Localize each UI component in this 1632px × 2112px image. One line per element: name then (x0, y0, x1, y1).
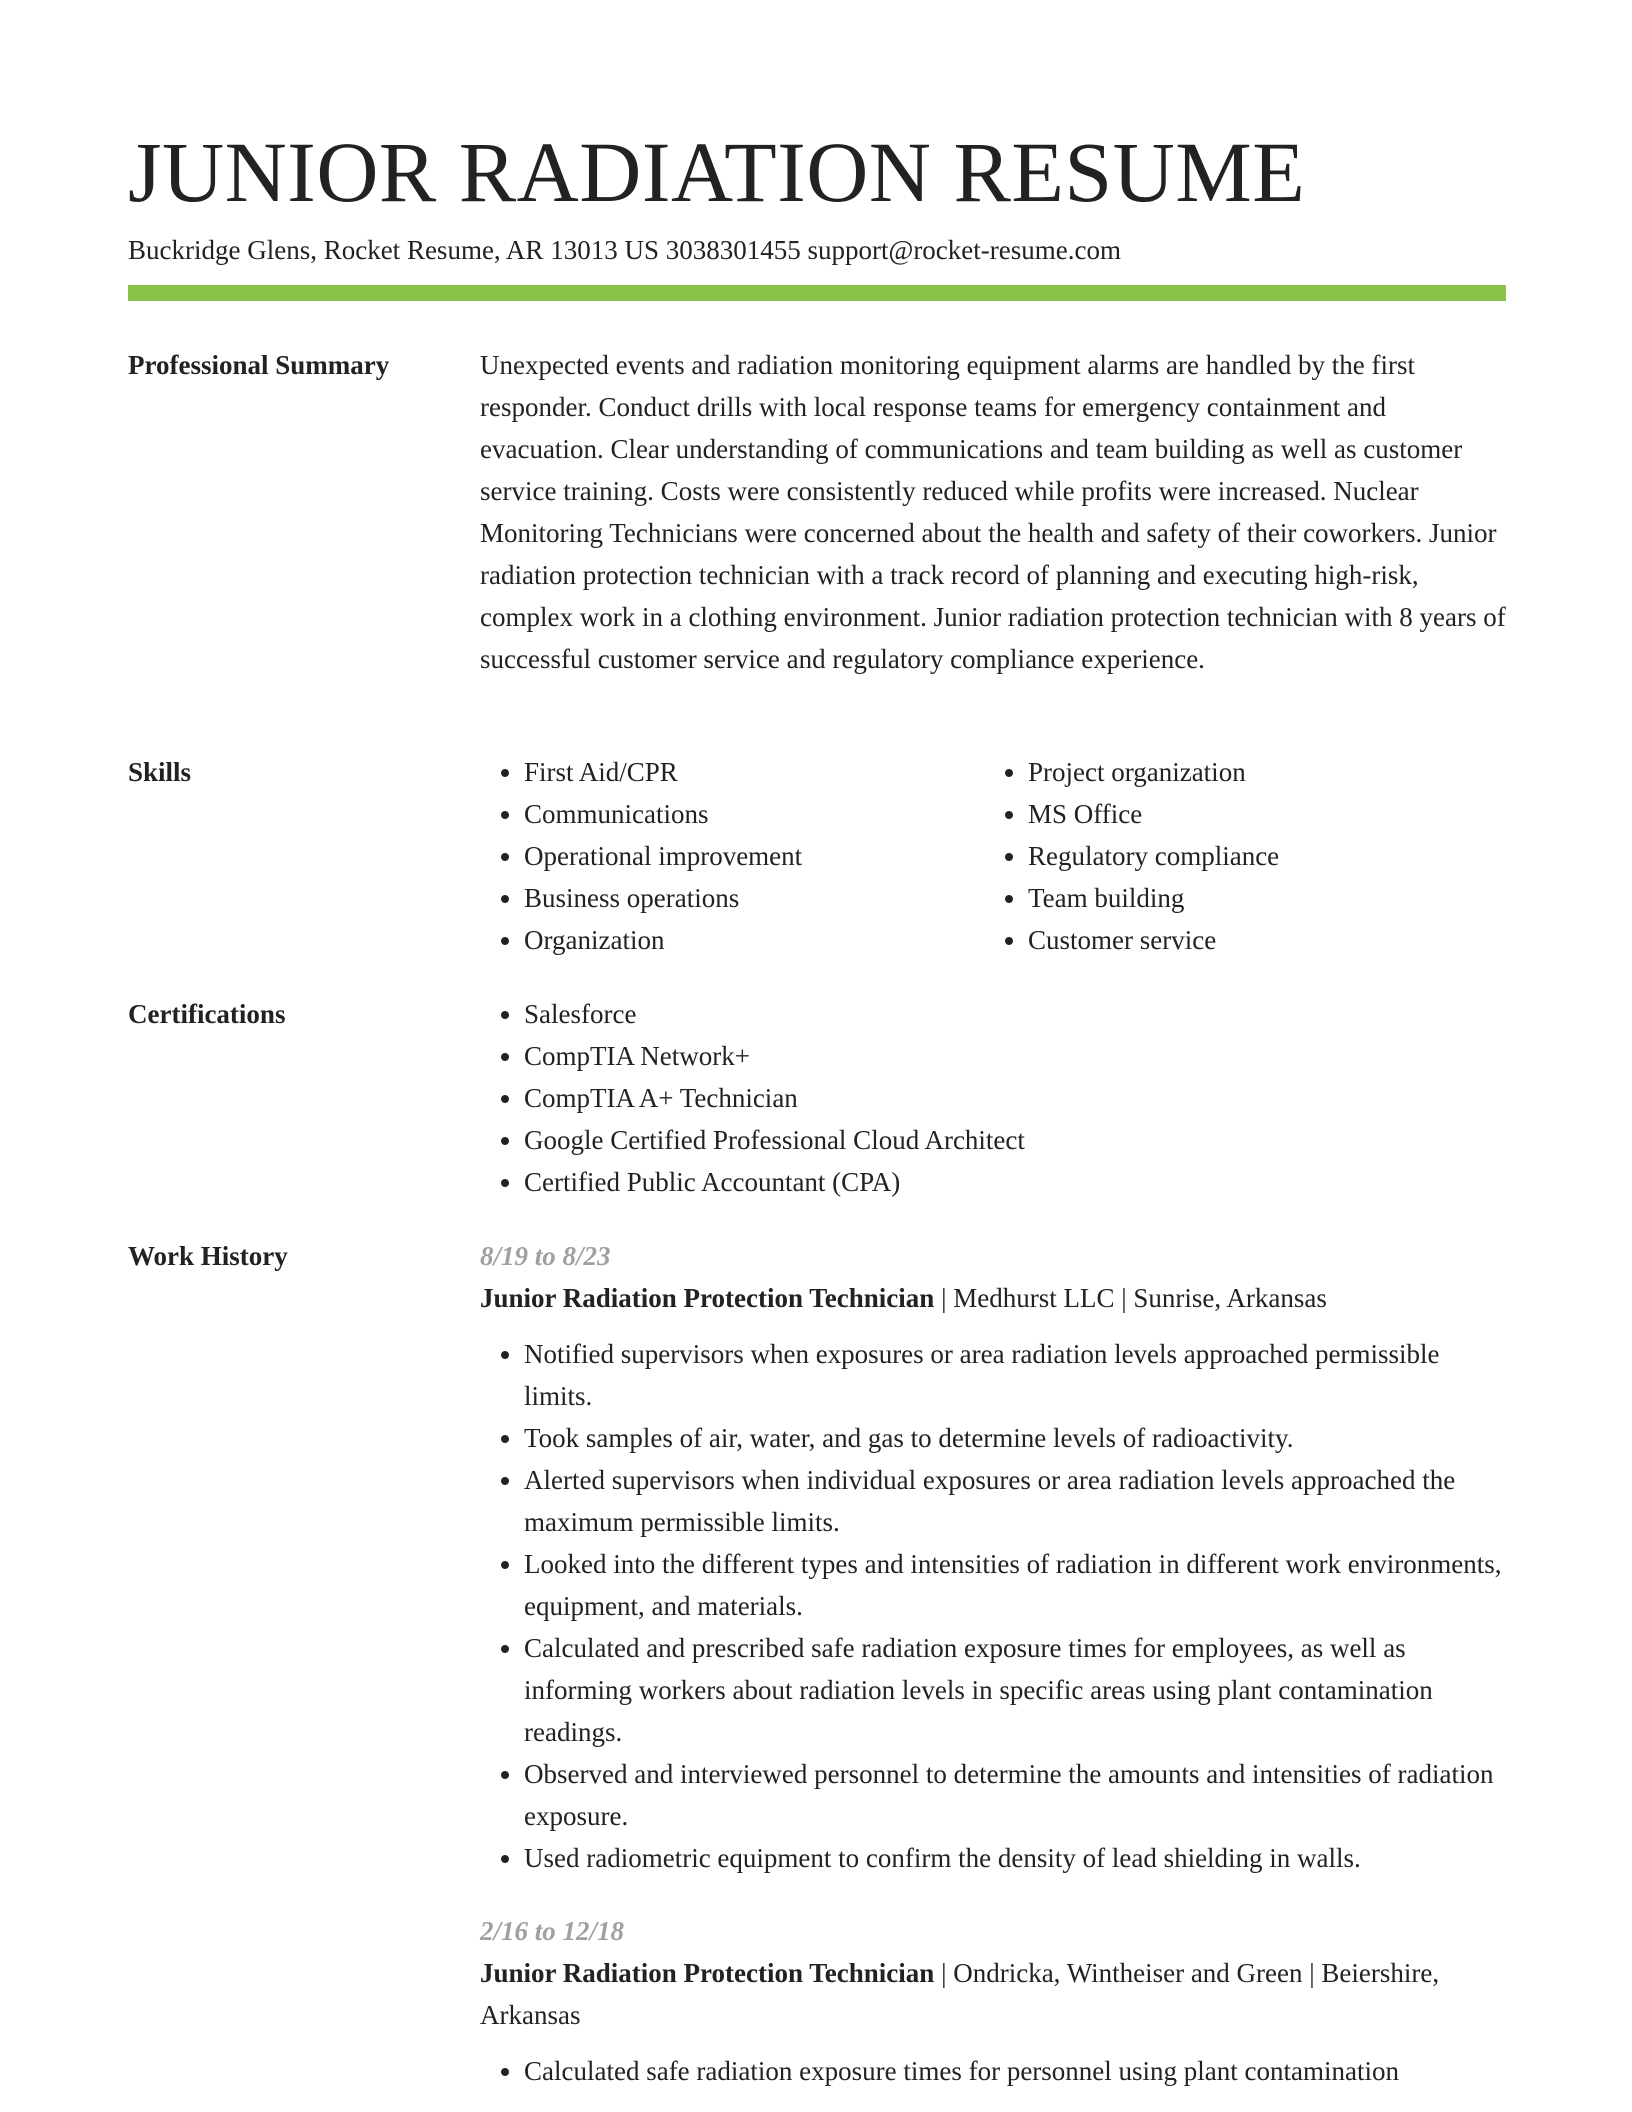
skills-column-left (480, 751, 984, 961)
certification-item: • CompTIA Network+ (524, 1035, 1506, 1077)
skill-item: • MS Office (1028, 793, 1488, 835)
header-divider (128, 285, 1506, 301)
resume-title: JUNIOR RADIATION RESUME (128, 124, 1306, 220)
skill-item: • Customer service (1028, 919, 1488, 961)
job-entry (480, 1235, 1506, 1879)
duty-item: • Took samples of air, water, and gas to determine levels of radioactivity. (524, 1417, 1506, 1459)
summary-body (480, 344, 1506, 680)
duty-item: • Looked into the different types and intensities of radiation in different work environments, equipment, and materials. (524, 1543, 1506, 1627)
job-dates: 8/19 to 8/23 (480, 1241, 611, 1271)
skill-item: • First Aid/CPR (524, 751, 984, 793)
job-title: Junior Radiation Protection Technician (480, 1283, 935, 1313)
skill-item: • Project organization (1028, 751, 1488, 793)
summary-text: Unexpected events and radiation monitoring equipment alarms are handled by the first responder. Conduct drills with local response teams for emergency containment and evacuation. Clear understanding of communications and team building as well as customer service training. Costs were consistently reduced while profits were increased. Nuclear Monitoring Technicians were concerned about the health and safety of their coworkers. Junior radiation protection technician with a track record of planning and executing high-risk, complex work in a clothing environment. Junior radiation protection technician with 8 years of successful customer service and regulatory compliance experience. (480, 350, 1506, 674)
skill-item: • Operational improvement (524, 835, 984, 877)
duty-item: • Calculated and prescribed safe radiation exposure times for employees, as well as informing workers about radiation levels in specific areas using plant contamination readings. (524, 1627, 1506, 1753)
skill-item: • Communications (524, 793, 984, 835)
duty-item: • Used radiometric equipment to confirm the density of lead shielding in walls. (524, 1837, 1506, 1879)
skill-item: • Business operations (524, 877, 984, 919)
skill-item: • Team building (1028, 877, 1488, 919)
job-duties (480, 1333, 1506, 1879)
duty-item: • Calculated safe radiation exposure times for personnel using plant contamination (524, 2050, 1506, 2092)
contact-line: Buckridge Glens, Rocket Resume, AR 13013 US 3038301455 support@rocket-resume.com (128, 235, 1121, 265)
skills-column-right (984, 751, 1488, 961)
skill-item: • Regulatory compliance (1028, 835, 1488, 877)
certifications-label: Certifications (128, 999, 286, 1029)
job-heading (480, 1277, 1506, 1319)
work-history-body (480, 1235, 1506, 2092)
job-company: | Medhurst LLC | Sunrise, Arkansas (934, 1283, 1327, 1313)
job-company: | Ondricka, Wintheiser and Green | Beiershire, Arkansas (480, 1958, 1440, 2030)
duty-item: • Observed and interviewed personnel to determine the amounts and intensities of radiation exposure. (524, 1753, 1506, 1837)
job-entry (480, 1910, 1506, 2092)
skill-item: • Organization (524, 919, 984, 961)
certification-item: • Certified Public Accountant (CPA) (524, 1161, 1506, 1203)
job-dates: 2/16 to 12/18 (480, 1916, 625, 1946)
certification-item: • Google Certified Professional Cloud Architect (524, 1119, 1506, 1161)
work-history-label: Work History (128, 1241, 288, 1271)
certification-item: • Salesforce (524, 993, 1506, 1035)
skills-label: Skills (128, 757, 192, 787)
job-heading (480, 1952, 1506, 2036)
skills-grid (480, 751, 1506, 961)
duty-item: • Alerted supervisors when individual exposures or area radiation levels approached the maximum permissible limits. (524, 1459, 1506, 1543)
duty-item: • Notified supervisors when exposures or area radiation levels approached permissible limits. (524, 1333, 1506, 1417)
certifications-body (480, 993, 1506, 1203)
job-title: Junior Radiation Protection Technician (480, 1958, 935, 1988)
summary-label: Professional Summary (128, 350, 390, 380)
job-duties (480, 2050, 1506, 2092)
certification-item: • CompTIA A+ Technician (524, 1077, 1506, 1119)
